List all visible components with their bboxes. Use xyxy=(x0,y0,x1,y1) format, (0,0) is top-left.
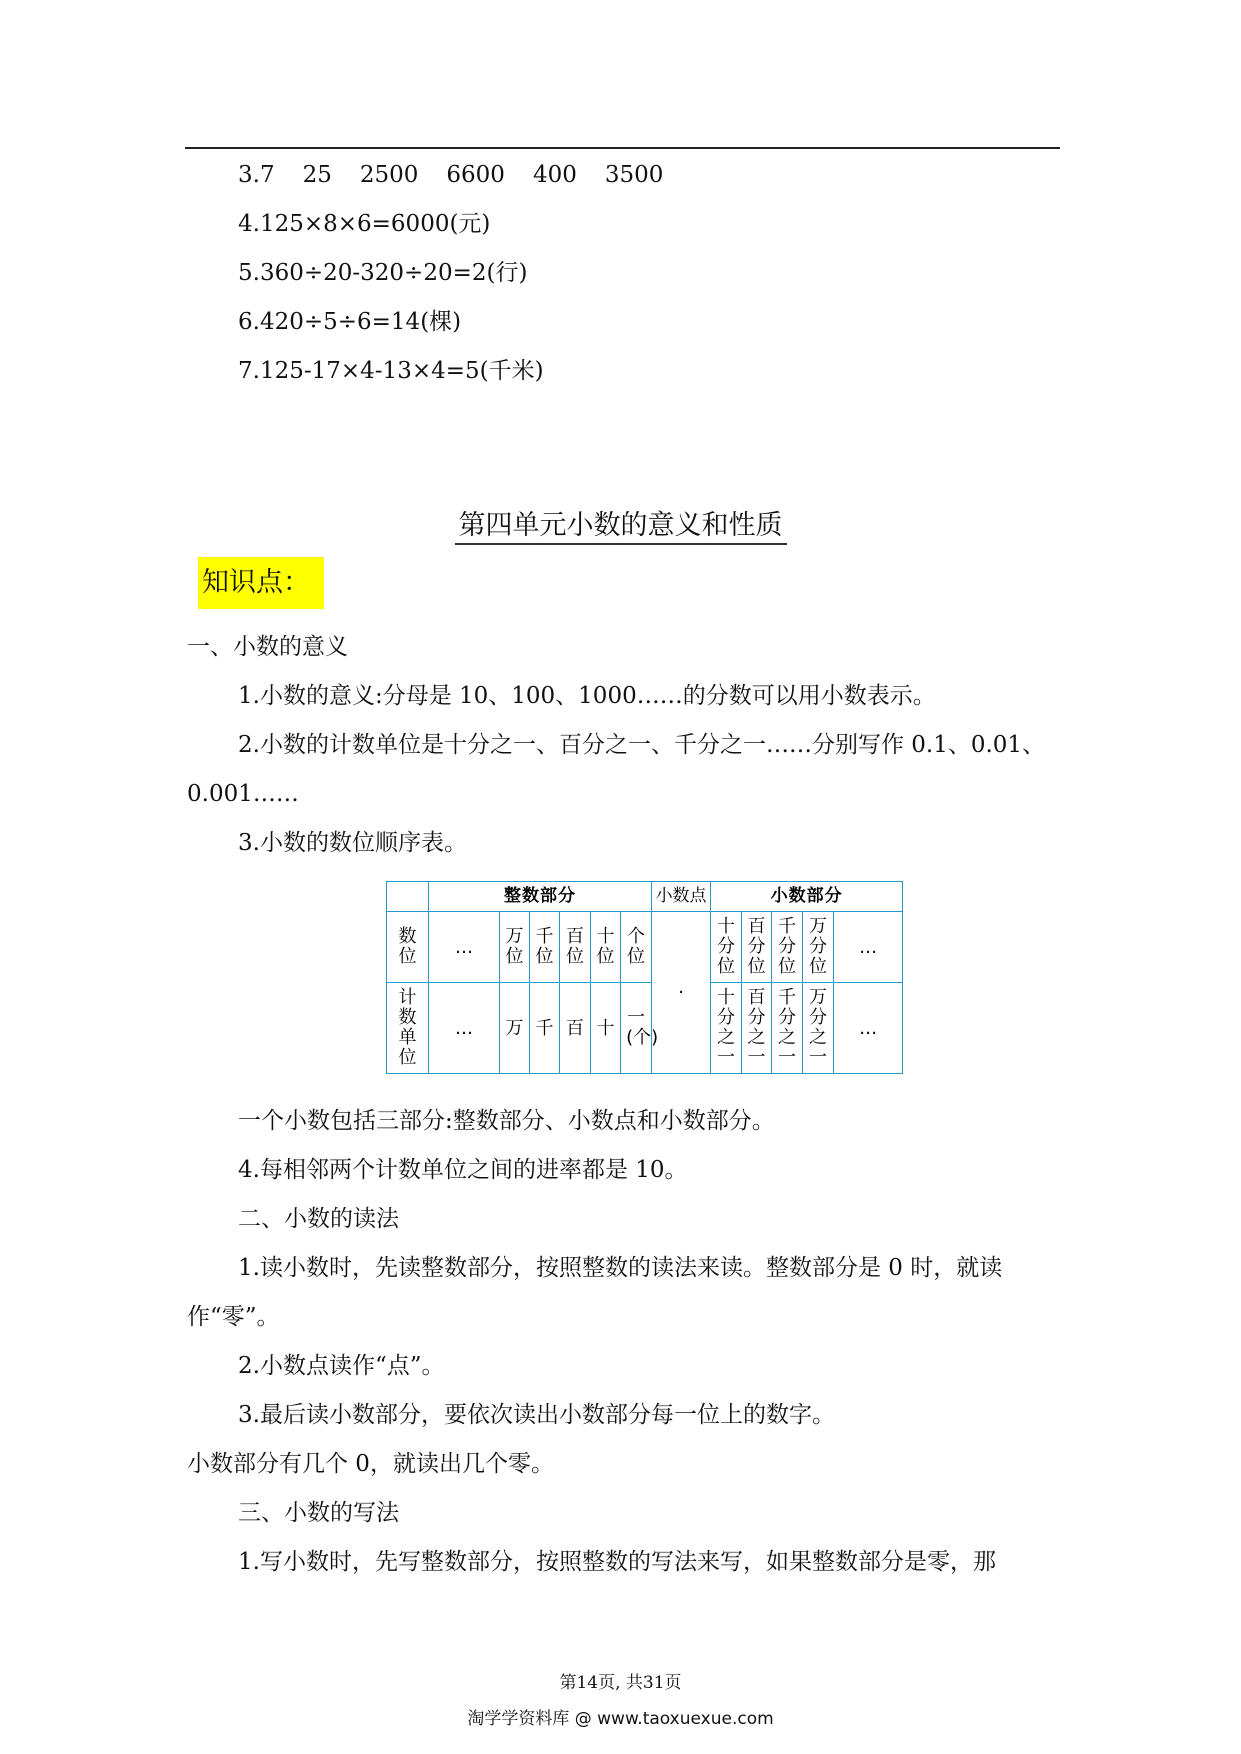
row-label-text: 数位 xyxy=(398,926,417,967)
unit-cell xyxy=(772,983,803,1074)
s2-paragraph-4: 小数部分有几个 0，就读出几个零。 xyxy=(187,1451,554,1477)
unit-cell xyxy=(621,983,659,1074)
answer-value: 400 xyxy=(532,162,577,188)
unit-cell: 百 xyxy=(560,983,591,1074)
s1-paragraph-2a: 2.小数的计数单位是十分之一、百分之一、千分之一……分别写作 0.1、0.01、 xyxy=(238,732,1046,758)
answer-line-7: 7.125-17×4-13×4=5(千米) xyxy=(238,358,544,384)
s2-paragraph-1a: 1.读小数时，先读整数部分，按照整数的读法来读。整数部分是 0 时，就读 xyxy=(238,1255,1003,1281)
digit-cell: … xyxy=(429,912,500,983)
answer-line-4: 4.125×8×6=6000(元) xyxy=(238,211,491,237)
digit-text: 百分位 xyxy=(747,916,766,977)
place-value-table xyxy=(386,881,903,1074)
site-footer: 淘学学资料库 @ www.taoxuexue.com xyxy=(467,1709,774,1729)
answer-value: 6600 xyxy=(446,162,505,188)
digit-cell xyxy=(772,912,803,983)
s1-paragraph-2b: 0.001…… xyxy=(187,781,299,807)
row-label-digit xyxy=(387,912,429,983)
digit-cell xyxy=(500,912,530,983)
unit-cell xyxy=(742,983,772,1074)
digit-text: 万分位 xyxy=(809,916,828,977)
s1-paragraph-1: 1.小数的意义:分母是 10、100、1000……的分数可以用小数表示。 xyxy=(238,683,936,709)
unit-cell xyxy=(803,983,834,1074)
answer-line-5: 5.360÷20-320÷20=2(行) xyxy=(238,260,528,286)
unit-title-text: 第四单元小数的意义和性质 xyxy=(455,510,787,545)
top-rule xyxy=(185,147,1060,149)
unit-title xyxy=(0,508,1241,544)
answer-value: 3.7 xyxy=(238,162,275,188)
section-1-heading: 一、小数的意义 xyxy=(187,634,348,660)
digit-cell xyxy=(530,912,560,983)
unit-cell: … xyxy=(429,983,500,1074)
unit-cell: 千 xyxy=(530,983,560,1074)
s3-paragraph-1: 1.写小数时，先写整数部分，按照整数的写法来写，如果整数部分是零，那 xyxy=(238,1549,996,1575)
header-decimal-point: 小数点 xyxy=(652,882,711,912)
s1-paragraph-3: 3.小数的数位顺序表。 xyxy=(238,830,467,856)
header-decimal-part: 小数部分 xyxy=(711,882,903,912)
page-number: 第14页, 共31页 xyxy=(559,1673,682,1693)
digit-text: 万位 xyxy=(505,926,524,967)
answer-line-6: 6.420÷5÷6=14(棵) xyxy=(238,309,462,335)
digit-text: 十位 xyxy=(596,926,615,967)
digit-cell xyxy=(803,912,834,983)
section-2-heading: 二、小数的读法 xyxy=(238,1206,399,1232)
s1-paragraph-5: 4.每相邻两个计数单位之间的进率都是 10。 xyxy=(238,1157,688,1183)
digit-cell xyxy=(560,912,591,983)
unit-cell xyxy=(711,983,742,1074)
unit-cell: 万 xyxy=(500,983,530,1074)
unit-text: 十分之一 xyxy=(717,987,736,1068)
s2-paragraph-1b: 作“零”。 xyxy=(187,1304,280,1330)
s2-paragraph-3: 3.最后读小数部分，要依次读出小数部分每一位上的数字。 xyxy=(238,1402,835,1428)
digit-text: 千位 xyxy=(535,926,554,967)
section-3-heading: 三、小数的写法 xyxy=(238,1500,399,1526)
knowledge-label: 知识点： xyxy=(198,557,324,609)
s2-paragraph-2: 2.小数点读作“点”。 xyxy=(238,1353,445,1379)
answer-value: 25 xyxy=(302,162,332,188)
unit-text: 万分之一 xyxy=(809,987,828,1068)
s1-paragraph-4: 一个小数包括三部分:整数部分、小数点和小数部分。 xyxy=(238,1108,775,1134)
unit-text: 千分之一 xyxy=(778,987,797,1068)
digit-cell xyxy=(711,912,742,983)
decimal-point-cell: · xyxy=(652,912,711,1074)
digit-text: 十分位 xyxy=(717,916,736,977)
unit-cell: 十 xyxy=(591,983,621,1074)
unit-text: 一(个) xyxy=(626,1007,659,1048)
digit-cell xyxy=(742,912,772,983)
digit-cell xyxy=(621,912,652,983)
unit-text: 百分之一 xyxy=(747,987,766,1068)
digit-text: 百位 xyxy=(565,926,584,967)
row-label-text: 计数单位 xyxy=(398,987,417,1068)
answer-value: 2500 xyxy=(359,162,419,188)
answer-value: 3500 xyxy=(604,162,664,188)
digit-text: 千分位 xyxy=(778,916,797,977)
header-integer-part: 整数部分 xyxy=(429,882,652,912)
row-label-unit xyxy=(387,983,429,1074)
digit-cell xyxy=(591,912,621,983)
answer-line-3 xyxy=(238,160,663,190)
digit-cell: … xyxy=(834,912,903,983)
digit-text: 个位 xyxy=(627,926,646,967)
table-corner xyxy=(387,882,429,912)
unit-cell: … xyxy=(834,983,903,1074)
